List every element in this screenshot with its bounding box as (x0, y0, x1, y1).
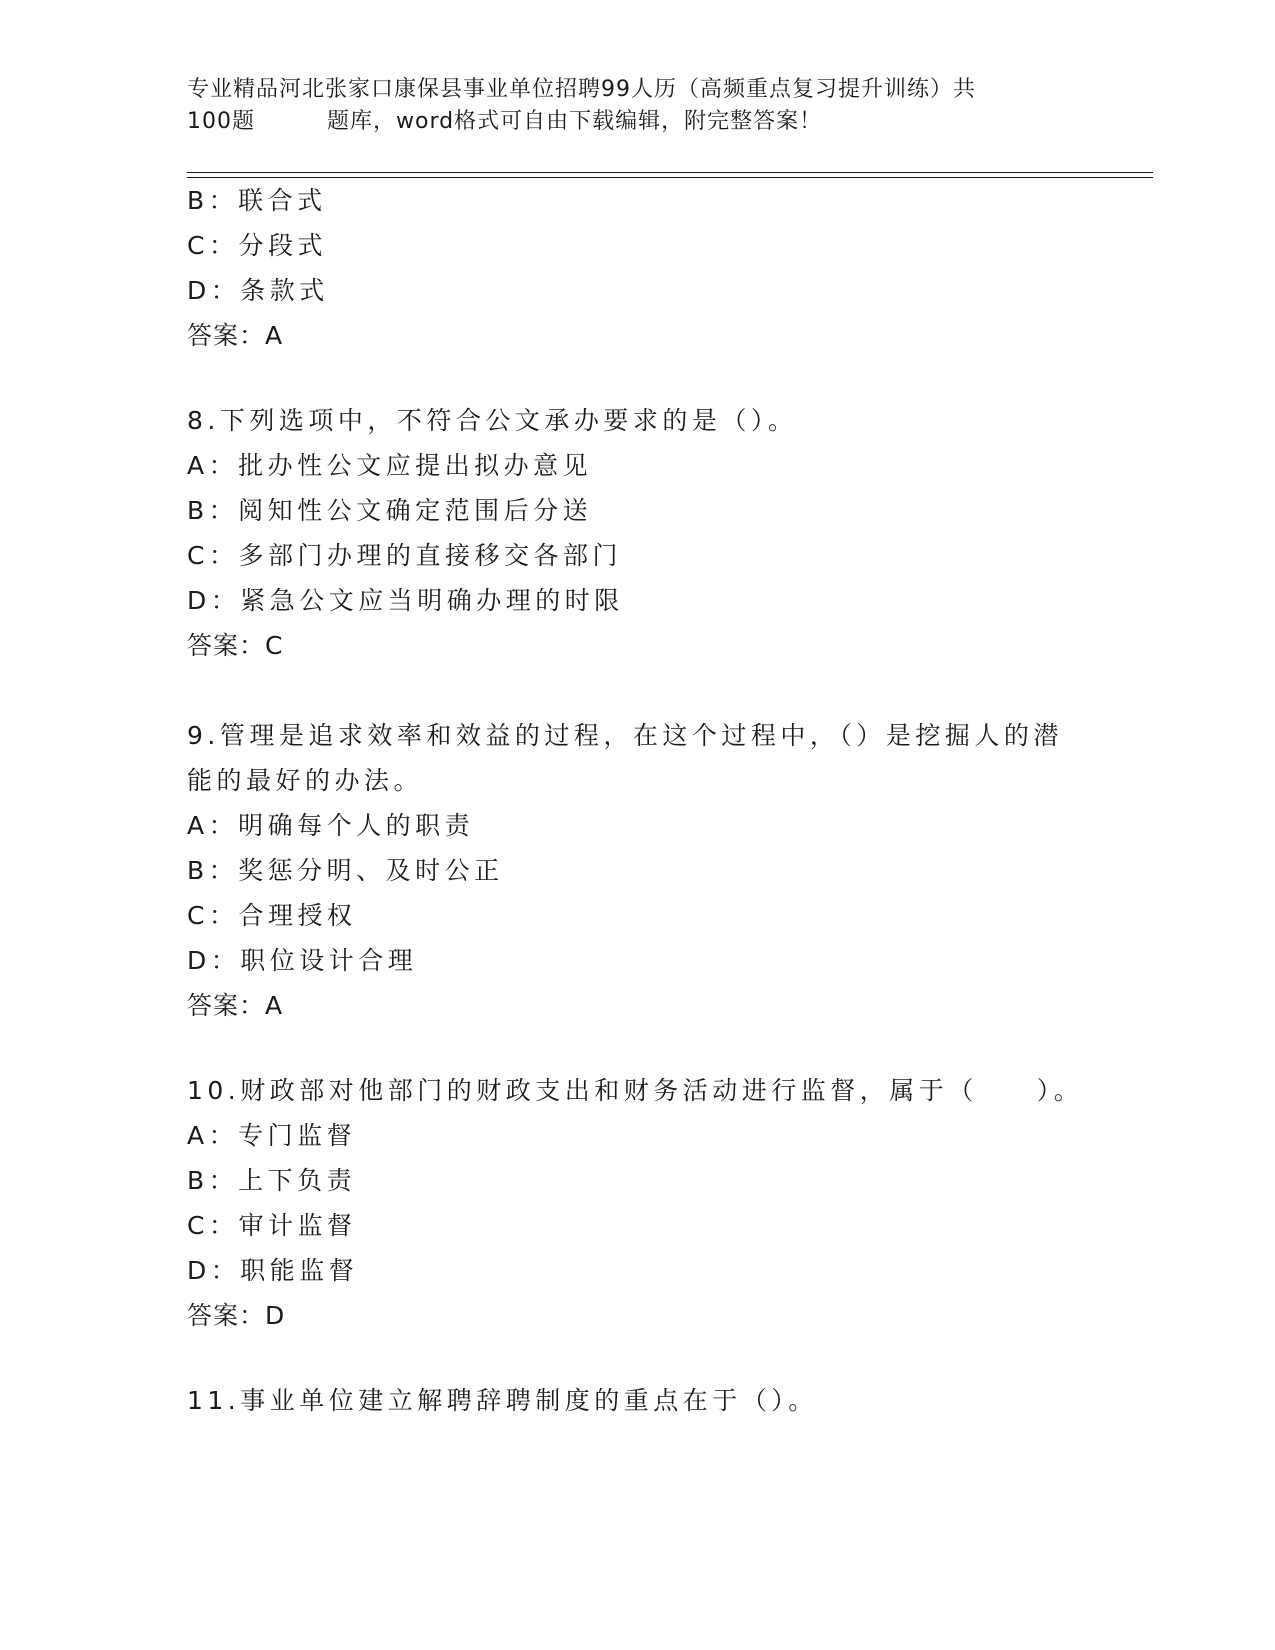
question-8-text: 8.下列选项中，不符合公文承办要求的是（）。 (187, 406, 798, 435)
header-title-line-2 (187, 106, 1067, 138)
option-d: D：条款式 (187, 276, 329, 305)
option-b: B：联合式 (187, 186, 327, 215)
option-c: C：分段式 (187, 231, 327, 260)
question-8-option-a: A：批办性公文应提出拟办意见 (187, 451, 593, 480)
question-10-option-a: A：专门监督 (187, 1121, 357, 1150)
question-9-option-c: C：合理授权 (187, 901, 357, 930)
question-10-text: 10.财政部对他部门的财政支出和财务活动进行监督，属于（ ）。 (187, 1076, 1084, 1105)
header-subtitle: 题库，word格式可自由下载编辑，附完整答案！ (327, 109, 823, 134)
question-9-answer: 答案：A (187, 991, 284, 1020)
question-11-text: 11.事业单位建立解聘辞聘制度的重点在于（）。 (187, 1386, 818, 1415)
question-9-text-line-1: 9.管理是追求效率和效益的过程，在这个过程中，（）是挖掘人的潜 (187, 721, 1063, 750)
header-title-line-1: 专业精品河北张家口康保县事业单位招聘99人历（高频重点复习提升训练）共 (187, 77, 976, 102)
question-10-answer: 答案：D (187, 1301, 286, 1330)
question-10-option-c: C：审计监督 (187, 1211, 357, 1240)
header-question-count: 100题 (187, 109, 255, 134)
question-10-option-d: D：职能监督 (187, 1256, 359, 1285)
question-9-option-b: B：奖惩分明、及时公正 (187, 856, 504, 885)
question-10-option-b: B：上下负责 (187, 1166, 357, 1195)
document-header (187, 74, 1067, 138)
question-8-answer: 答案：C (187, 631, 284, 660)
answer-line: 答案：A (187, 321, 284, 350)
question-9-option-a: A：明确每个人的职责 (187, 811, 475, 840)
question-8-option-c: C：多部门办理的直接移交各部门 (187, 541, 622, 570)
question-8-option-d: D：紧急公文应当明确办理的时限 (187, 586, 624, 615)
header-rule-bottom (187, 177, 1153, 178)
question-9-text-line-2: 能的最好的办法。 (187, 766, 424, 795)
header-rule-top (187, 172, 1153, 173)
question-9-option-d: D：职位设计合理 (187, 946, 418, 975)
question-8-option-b: B：阅知性公文确定范围后分送 (187, 496, 593, 525)
